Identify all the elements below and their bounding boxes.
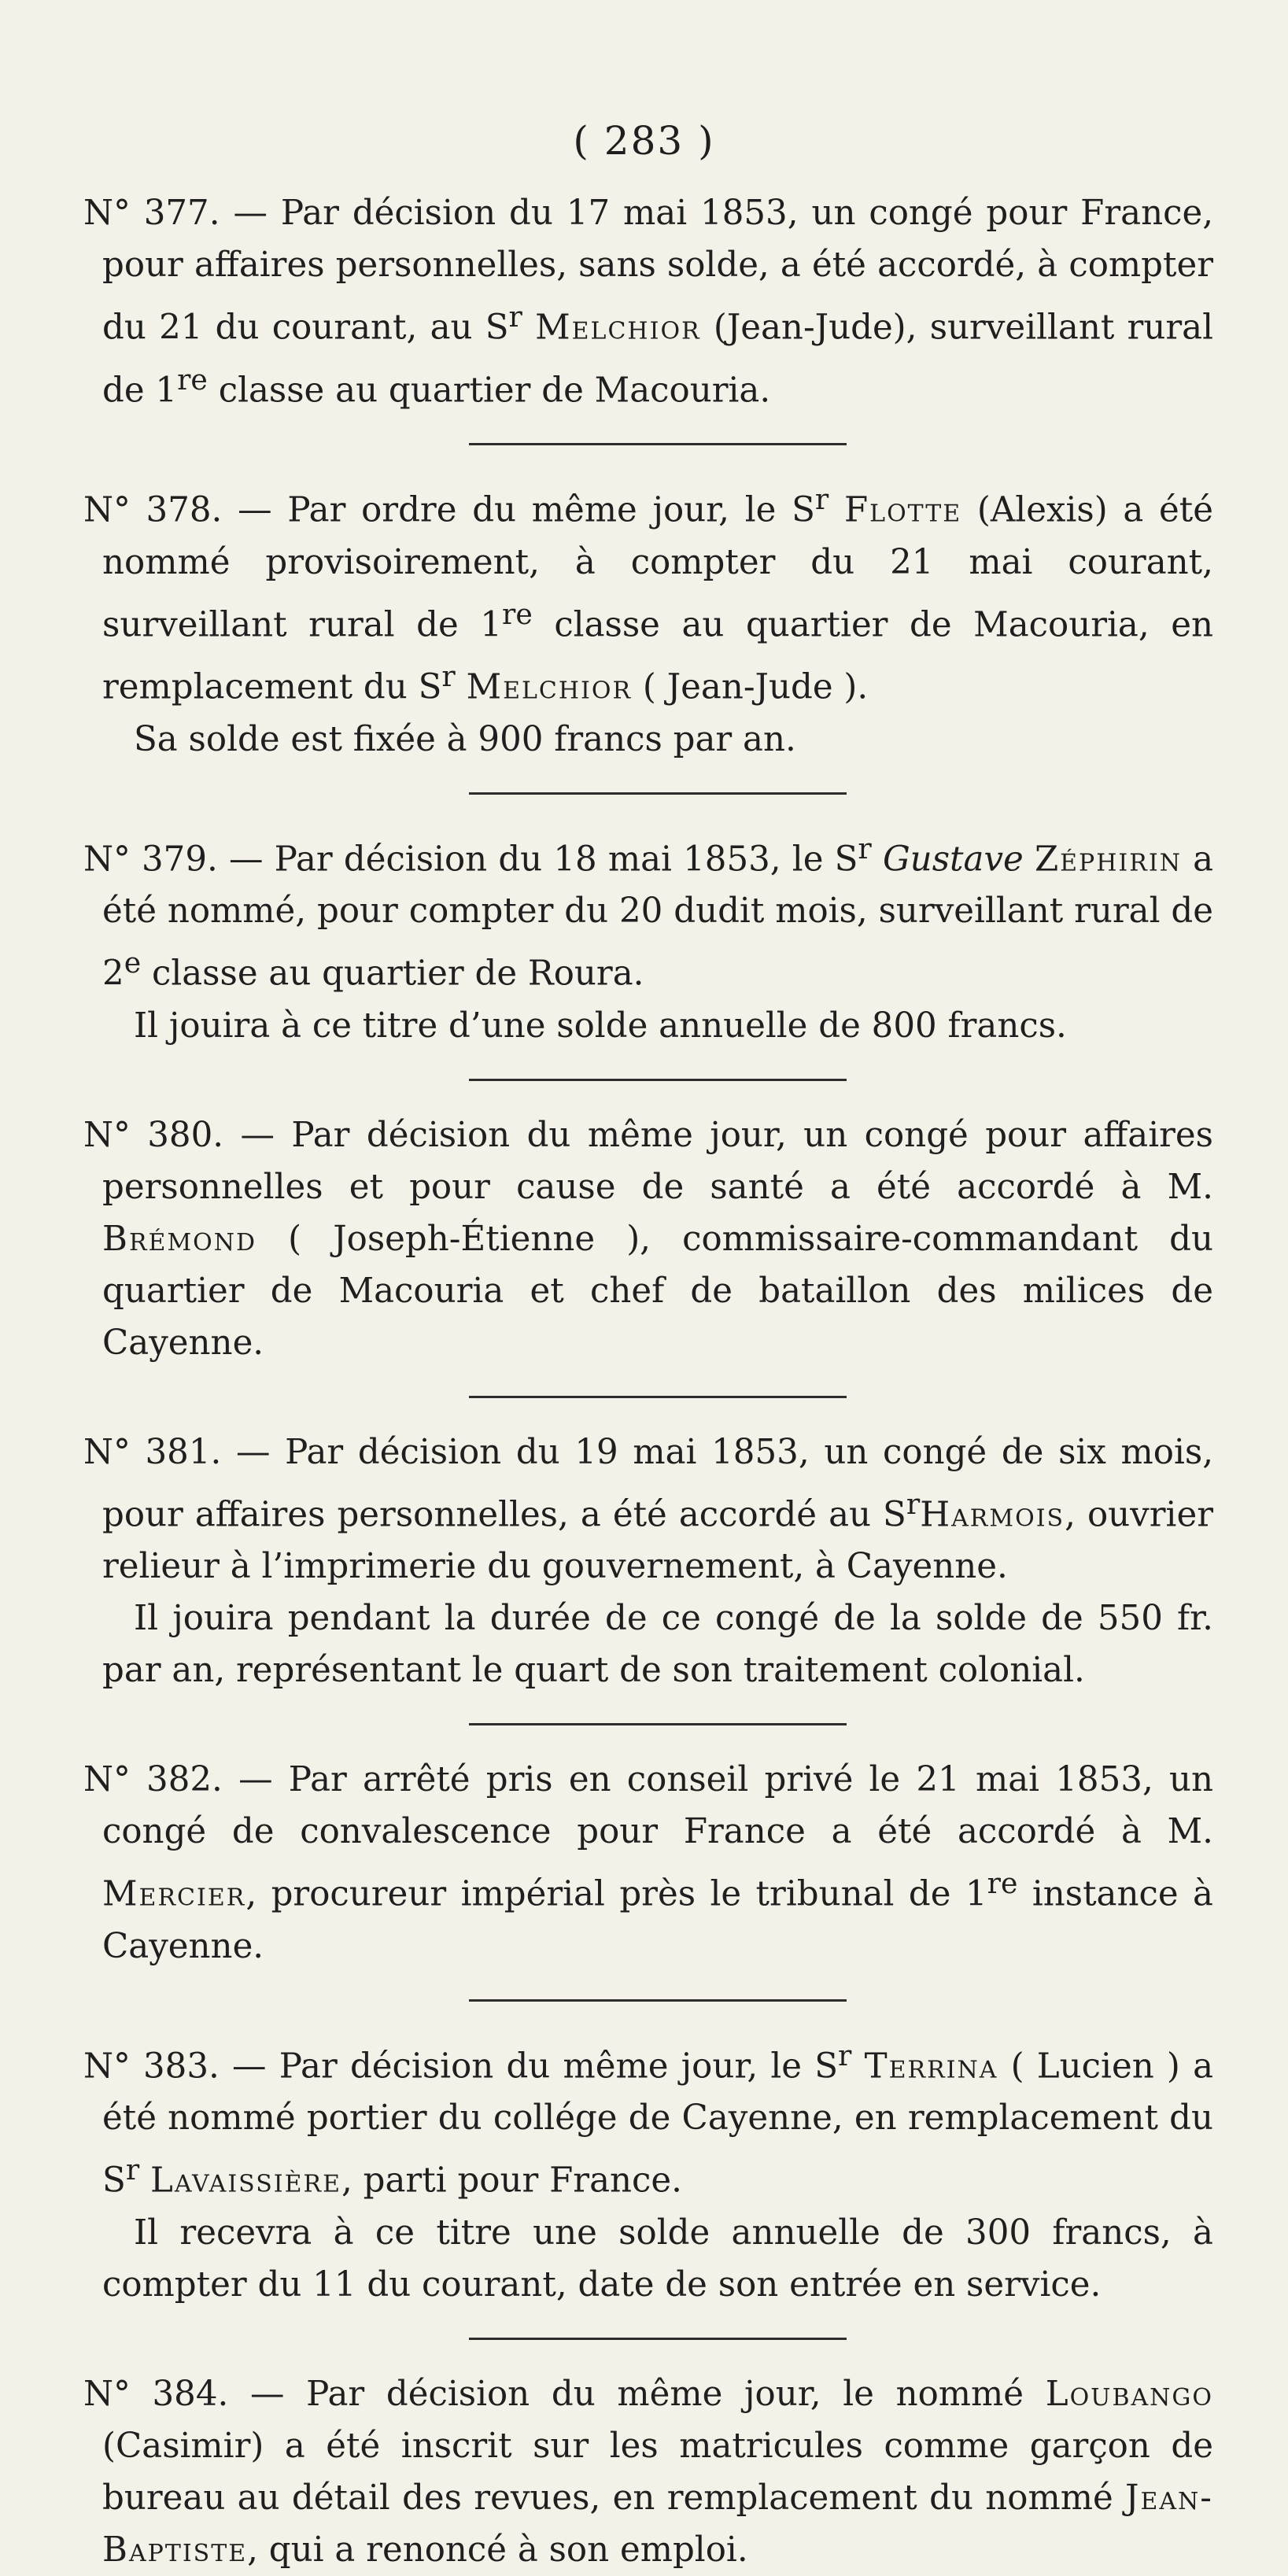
entry-378 — [83, 474, 1214, 766]
page-number: ( 283 ) — [573, 118, 715, 164]
superscript: r — [814, 482, 829, 516]
entry-paragraph — [83, 1426, 1214, 1593]
person-name: Harmois — [920, 1495, 1065, 1534]
entry-377 — [83, 187, 1214, 416]
entry-381 — [83, 1426, 1214, 1697]
entry-paragraph — [83, 474, 1214, 714]
entry-text: , ouvrier relieur à l’imprimerie du gouvernement, à Cayenne. — [102, 1495, 1213, 1586]
entry-380 — [83, 1109, 1213, 1369]
entry-384 — [83, 2368, 1213, 2576]
entry-text: — Par décision du même jour, le S — [232, 2046, 839, 2086]
entry-text: — Par arrêté pris en conseil privé le 21 mai 1853, un congé de convalescence pour France a été accordé à M. — [102, 1760, 1214, 1851]
person-name: Melchior — [466, 667, 633, 707]
superscript: re — [501, 596, 533, 631]
entry-paragraph — [83, 2030, 1213, 2207]
entry-paragraph — [83, 2368, 1213, 2576]
space — [139, 2161, 150, 2201]
entry-382 — [83, 1754, 1214, 1973]
entry-text: classe au quartier de Macouria. — [207, 371, 771, 410]
person-name: Terrina — [864, 2046, 998, 2086]
entry-number: N° 380. — [83, 1115, 224, 1155]
superscript: r — [906, 1486, 921, 1521]
entry-text: — Par décision du 18 mai 1853, le S — [229, 840, 858, 879]
entry-text: ( Joseph-Étienne ), commissaire-commandant du quartier de Macouria et chef de bataillon des milices de Cayenne. — [102, 1219, 1213, 1363]
superscript: re — [987, 1866, 1018, 1900]
entries-list — [83, 187, 1214, 2576]
entry-number: N° 384. — [83, 2374, 229, 2414]
entry-number: N° 378. — [83, 490, 223, 530]
entry-text: instance à Cayenne. — [102, 1874, 1213, 1966]
entry-continuation: Il jouira pendant la durée de ce congé de la solde de 550 fr. par an, représentant le quart de son traitement colonial. — [102, 1599, 1213, 1690]
superscript: r — [838, 2038, 852, 2072]
person-name: Zéphirin — [1034, 840, 1182, 879]
superscript: r — [125, 2153, 140, 2187]
person-name: Melchior — [535, 308, 701, 348]
person-name: Brémond — [102, 1219, 257, 1259]
entry-text: — Par décision du 17 mai 1853, un congé pour France, pour affaires personnelles, sans solde, a été accordé, à compter du 21 du courant, au S — [102, 194, 1214, 348]
entry-text: (Jean-Jude), surveillant rural de 1 — [102, 308, 1213, 410]
superscript: r — [441, 659, 456, 693]
entry-text: — Par décision du 19 mai 1853, un congé de six mois, pour affaires personnelles, a été accordé au S — [102, 1432, 1214, 1534]
entry-text: ( Jean-Jude ). — [632, 667, 869, 707]
space — [522, 308, 535, 348]
entry-text: — Par décision du même jour, le nommé — [250, 2374, 1046, 2414]
entry-text: , qui a renoncé à son emploi. — [247, 2530, 748, 2570]
entry-text: , procureur impérial près le tribunal de 1 — [245, 1874, 987, 1914]
superscript: r — [508, 300, 522, 334]
entry-continuation: Sa solde est fixée à 900 francs par an. — [134, 719, 796, 759]
superscript: e — [124, 946, 142, 980]
entry-continuation: Il jouira à ce titre d’une solde annuelle de 800 francs. — [134, 1006, 1067, 1046]
separator-rule — [469, 1999, 847, 2002]
separator-rule — [469, 443, 847, 445]
entry-383 — [83, 2030, 1213, 2311]
separator-rule — [469, 792, 847, 795]
space — [872, 840, 883, 879]
entry-number: N° 382. — [83, 1760, 223, 1799]
entry-text: a été nommé, pour compter du 20 dudit mois, surveillant rural de 2 — [102, 840, 1214, 994]
separator-rule — [469, 1723, 847, 1725]
entry-number: N° 379. — [83, 840, 218, 879]
person-name: Lavaissière — [149, 2161, 341, 2201]
separator-rule — [469, 1079, 847, 1081]
person-name: Jean-Baptiste — [102, 2478, 1213, 2570]
entry-text: — Par ordre du même jour, le S — [238, 490, 815, 530]
superscript: r — [858, 831, 872, 865]
entry-text: — Par décision du même jour, un congé pour affaires personnelles et pour cause de santé a été accordé à M. — [102, 1115, 1213, 1207]
entry-paragraph — [83, 1109, 1213, 1369]
person-name: Flotte — [843, 490, 962, 530]
entry-continuation: Il recevra à ce titre une solde annuelle de 300 francs, à compter du 11 du courant, date de son entrée en service. — [102, 2212, 1213, 2305]
person-name: Mercier — [102, 1874, 246, 1914]
entry-number: N° 377. — [83, 194, 220, 233]
space — [829, 491, 844, 530]
entry-paragraph — [83, 1754, 1214, 1973]
separator-rule — [469, 1396, 847, 1398]
entry-text: classe au quartier de Roura. — [141, 954, 644, 994]
entry-paragraph — [83, 187, 1214, 416]
space — [456, 668, 467, 707]
entry-number: N° 383. — [83, 2046, 220, 2086]
entry-text: ( Lucien ) a été nommé portier du collége de Cayenne, en remplacement du S — [102, 2046, 1213, 2201]
person-name: Loubango — [1045, 2374, 1213, 2414]
separator-rule — [469, 2338, 847, 2340]
entry-number: N° 381. — [83, 1432, 222, 1472]
space — [1024, 840, 1035, 879]
entry-379 — [83, 823, 1214, 1052]
entry-text: classe au quartier de Macouria, en remplacement du S — [102, 605, 1213, 707]
entry-text: (Alexis) a été nommé provisoirement, à compter du 21 mai courant, surveillant rural de 1 — [102, 490, 1214, 644]
entry-text: (Casimir) a été inscrit sur les matricules comme garçon de bureau au détail des revues, en remplacement du nommé — [102, 2426, 1213, 2518]
superscript: re — [177, 362, 208, 397]
space — [851, 2046, 864, 2086]
entry-paragraph — [83, 823, 1214, 1000]
person-first-name: Gustave — [882, 840, 1024, 879]
entry-text: , parti pour France. — [341, 2161, 682, 2201]
